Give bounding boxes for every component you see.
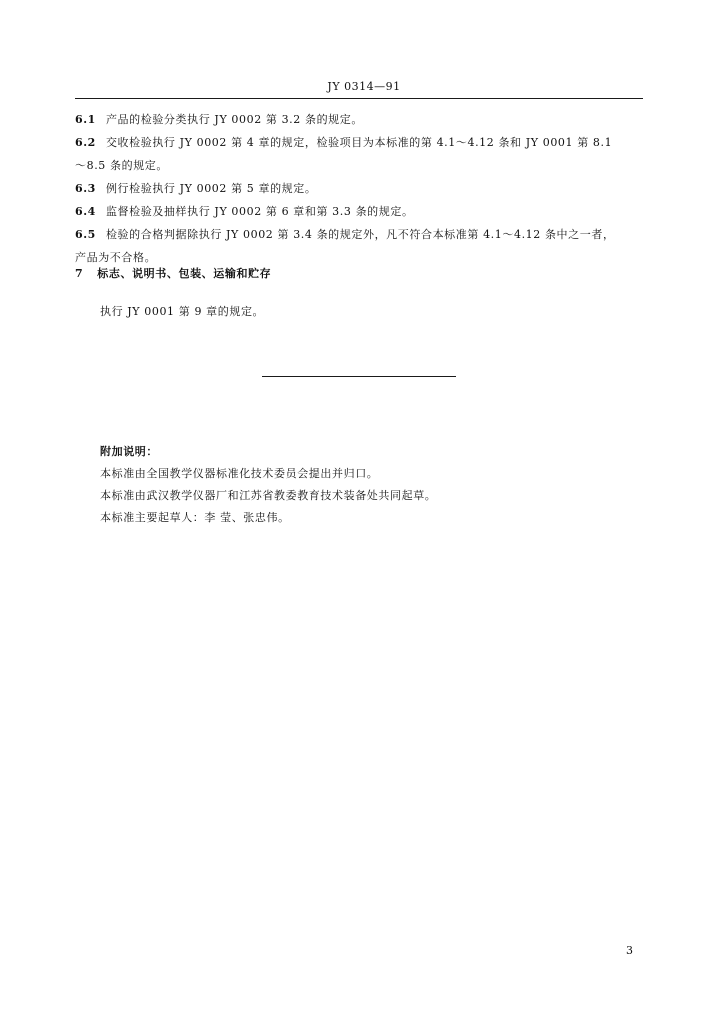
clause-number: 6.2: [75, 136, 96, 149]
clause-text: 产品的检验分类执行 JY 0002 第 3.2 条的规定。: [105, 113, 363, 126]
section-7-body: 执行 JY 0001 第 9 章的规定。: [100, 305, 265, 318]
notes-line: 本标准由武汉教学仪器厂和江苏省教委教育技术装备处共同起草。: [100, 489, 437, 502]
notes-line: 本标准由全国教学仪器标准化技术委员会提出并归口。: [100, 467, 379, 480]
clause-list: [75, 108, 645, 269]
section-7-heading: [75, 265, 271, 281]
clause-text: 交收检验执行 JY 0002 第 4 章的规定，检验项目为本标准的第 4.1～4.12 条和 JY 0001 第 8.1: [105, 136, 613, 149]
section-number: 7: [75, 267, 84, 280]
additional-notes: [100, 441, 436, 529]
end-of-standard-rule: [262, 376, 456, 377]
clause-6-2: [75, 131, 645, 154]
clause-text: 监督检验及抽样执行 JY 0002 第 6 章和第 3.3 条的规定。: [105, 205, 414, 218]
clause-6-2-continuation: ～8.5 条的规定。: [75, 159, 168, 172]
clause-number: 6.5: [75, 228, 96, 241]
clause-text: 例行检验执行 JY 0002 第 5 章的规定。: [105, 182, 317, 195]
clause-6-5: [75, 223, 645, 246]
header-rule: [75, 98, 643, 99]
clause-6-3: [75, 177, 645, 200]
clause-text: 检验的合格判据除执行 JY 0002 第 3.4 条的规定外，凡不符合本标准第 4.1～4.12 条中之一者，: [105, 228, 615, 241]
notes-title: 附加说明：: [100, 445, 158, 458]
section-title: 标志、说明书、包装、运输和贮存: [97, 267, 272, 280]
clause-number: 6.1: [75, 113, 96, 126]
notes-line: 本标准主要起草人：李 莹、张忠伟。: [100, 511, 290, 524]
clause-6-5-continuation: 产品为不合格。: [75, 251, 157, 264]
standard-code-header: JY 0314—91: [327, 80, 401, 93]
clause-number: 6.4: [75, 205, 96, 218]
clause-number: 6.3: [75, 182, 96, 195]
page-number: 3: [626, 944, 633, 957]
clause-6-1: [75, 108, 645, 131]
clause-6-4: [75, 200, 645, 223]
